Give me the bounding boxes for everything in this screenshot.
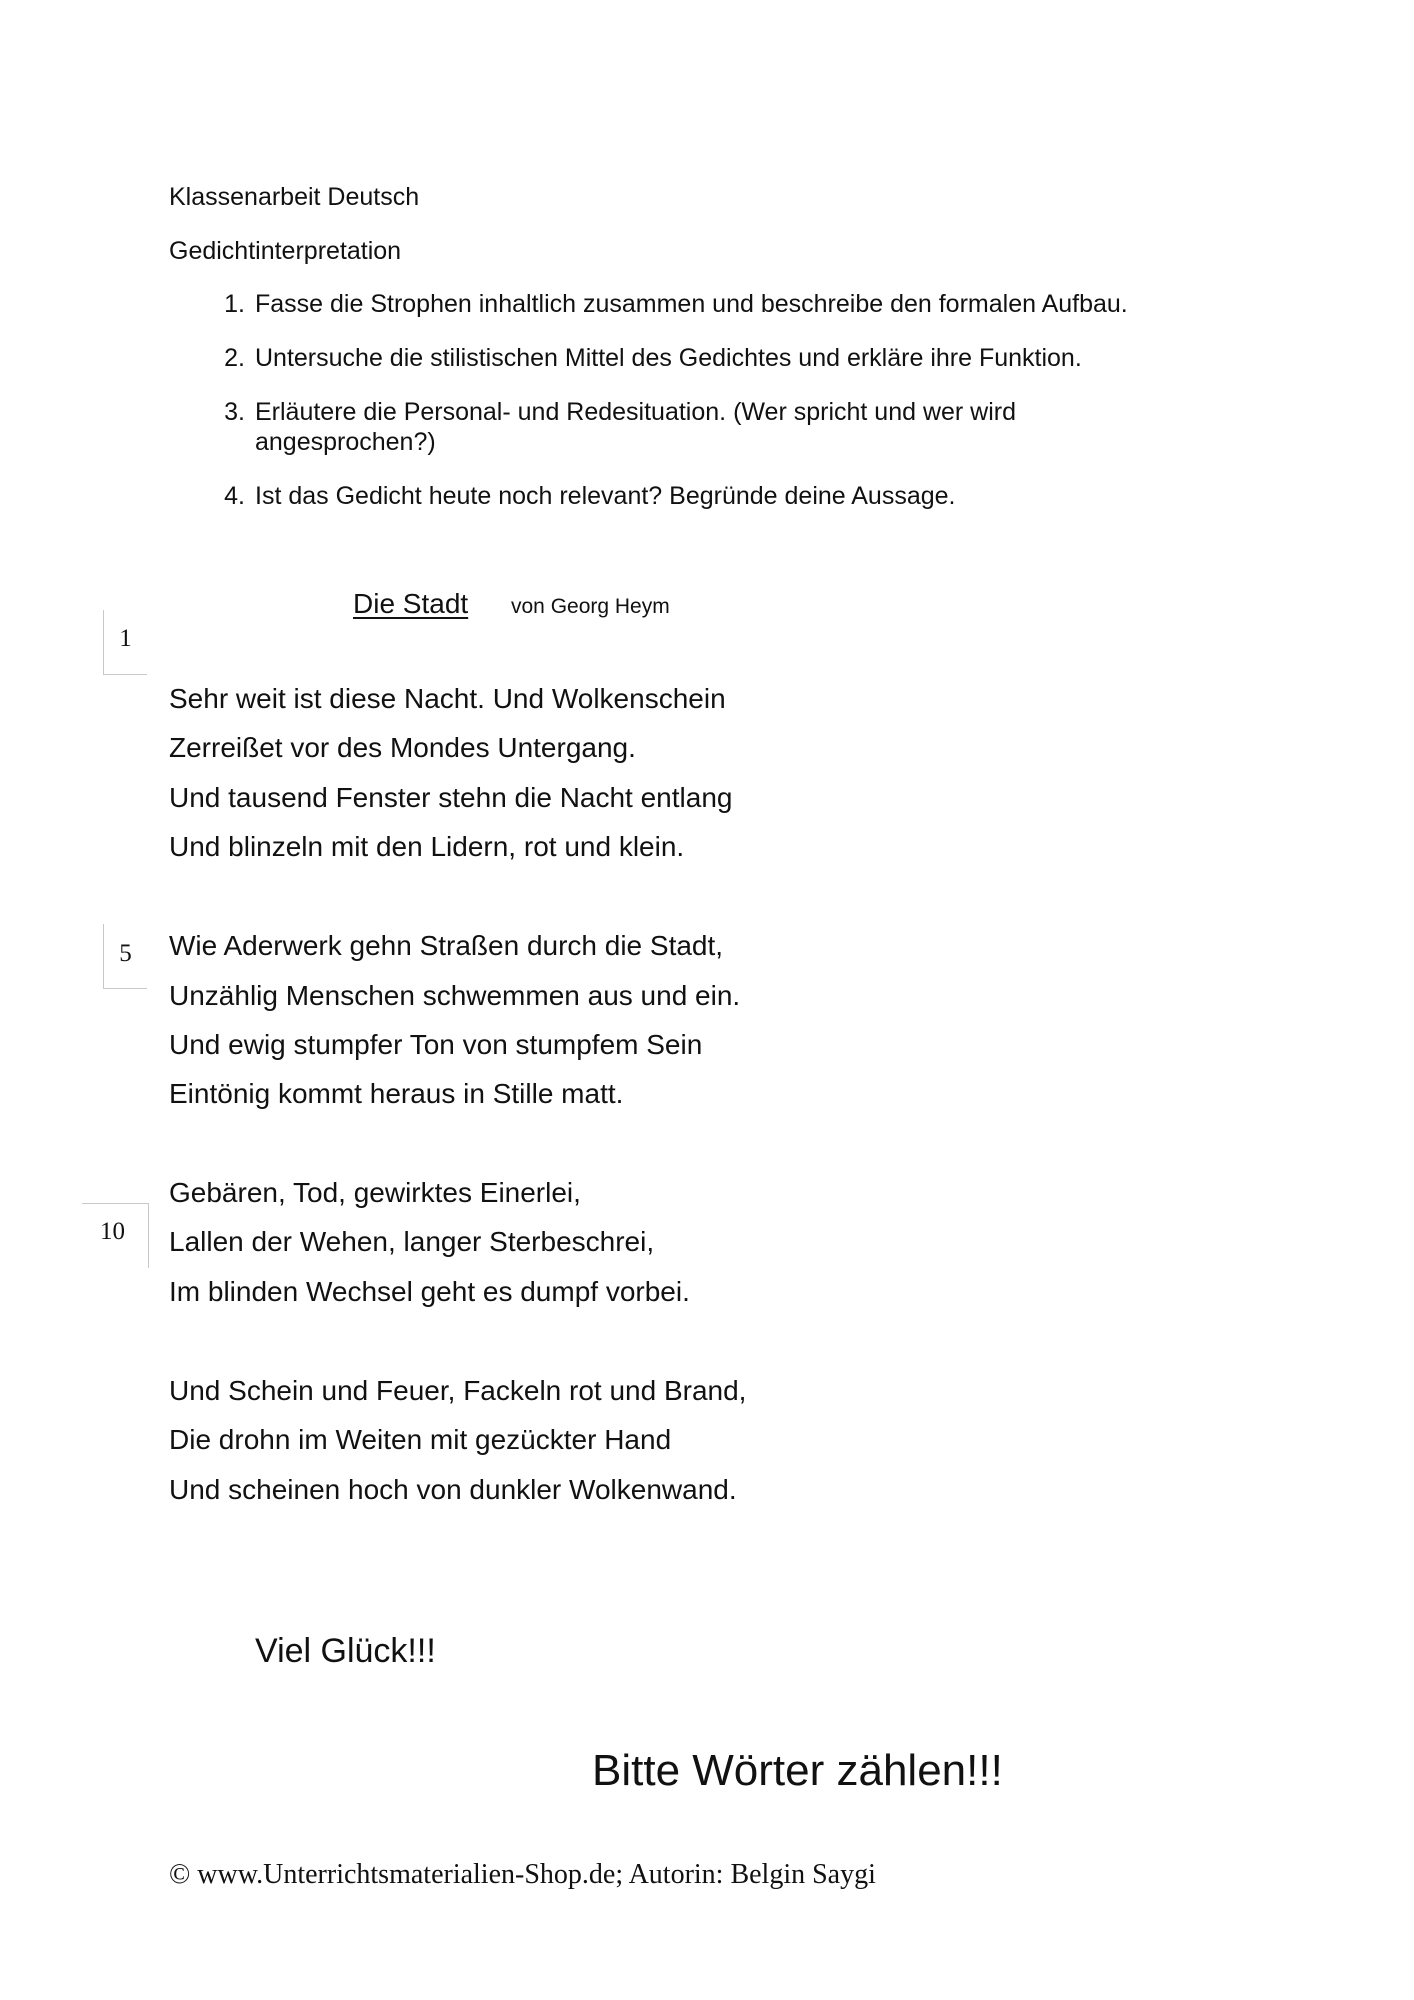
task-number: 4. — [224, 482, 245, 510]
poem-line: Und Schein und Feuer, Fackeln rot und Brand, — [169, 1375, 747, 1406]
line-number-marker: 1 — [103, 610, 147, 675]
poem-line: Und tausend Fenster stehn die Nacht entlang — [169, 782, 733, 813]
poem-line: Und scheinen hoch von dunkler Wolkenwand. — [169, 1474, 737, 1505]
poem-line: Wie Aderwerk gehn Straßen durch die Stadt, — [169, 930, 724, 961]
document-subtitle: Gedichtinterpretation — [169, 237, 402, 265]
line-number-marker: 10 — [82, 1203, 149, 1268]
poem-line: Gebären, Tod, gewirktes Einerlei, — [169, 1177, 581, 1208]
poem-line: Eintönig kommt heraus in Stille matt. — [169, 1078, 624, 1109]
task-text: Untersuche die stilistischen Mittel des Gedichtes und erkläre ihre Funktion. — [255, 344, 1082, 372]
line-number-marker: 5 — [103, 924, 147, 989]
poem-title: Die Stadt — [353, 588, 469, 619]
task-text: Ist das Gedicht heute noch relevant? Begründe deine Aussage. — [255, 482, 956, 510]
poem-author: von Georg Heym — [511, 595, 670, 618]
task-text: Erläutere die Personal- und Redesituation. (Wer spricht und wer wird — [255, 398, 1017, 426]
task-item — [205, 289, 1355, 321]
poem-line: Und ewig stumpfer Ton von stumpfem Sein — [169, 1029, 703, 1060]
task-number: 2. — [224, 344, 245, 372]
poem-line: Und blinzeln mit den Lidern, rot und klein. — [169, 831, 685, 862]
task-item — [205, 481, 1355, 513]
task-text-continued: angesprochen?) — [255, 428, 436, 456]
poem-line: Zerreißet vor des Mondes Untergang. — [169, 732, 636, 763]
task-number: 3. — [224, 398, 245, 426]
poem-line: Lallen der Wehen, langer Sterbeschrei, — [169, 1226, 655, 1257]
task-number: 1. — [224, 290, 245, 318]
poem-line: Die drohn im Weiten mit gezückter Hand — [169, 1424, 672, 1455]
task-item — [205, 397, 1355, 461]
task-list — [205, 0, 1355, 520]
word-count-reminder: Bitte Wörter zählen!!! — [592, 1746, 1003, 1795]
poem-line: Unzählig Menschen schwemmen aus und ein. — [169, 980, 741, 1011]
task-item — [205, 343, 1355, 375]
poem-line: Im blinden Wechsel geht es dumpf vorbei. — [169, 1276, 690, 1307]
good-luck-text: Viel Glück!!! — [255, 1632, 436, 1670]
copyright-notice: © www.Unterrichtsmaterialien-Shop.de; Autorin: Belgin Saygi — [169, 1859, 876, 1890]
task-text: Fasse die Strophen inhaltlich zusammen und beschreibe den formalen Aufbau. — [255, 290, 1128, 318]
document-title: Klassenarbeit Deutsch — [169, 183, 420, 211]
poem-line: Sehr weit ist diese Nacht. Und Wolkenschein — [169, 683, 726, 714]
